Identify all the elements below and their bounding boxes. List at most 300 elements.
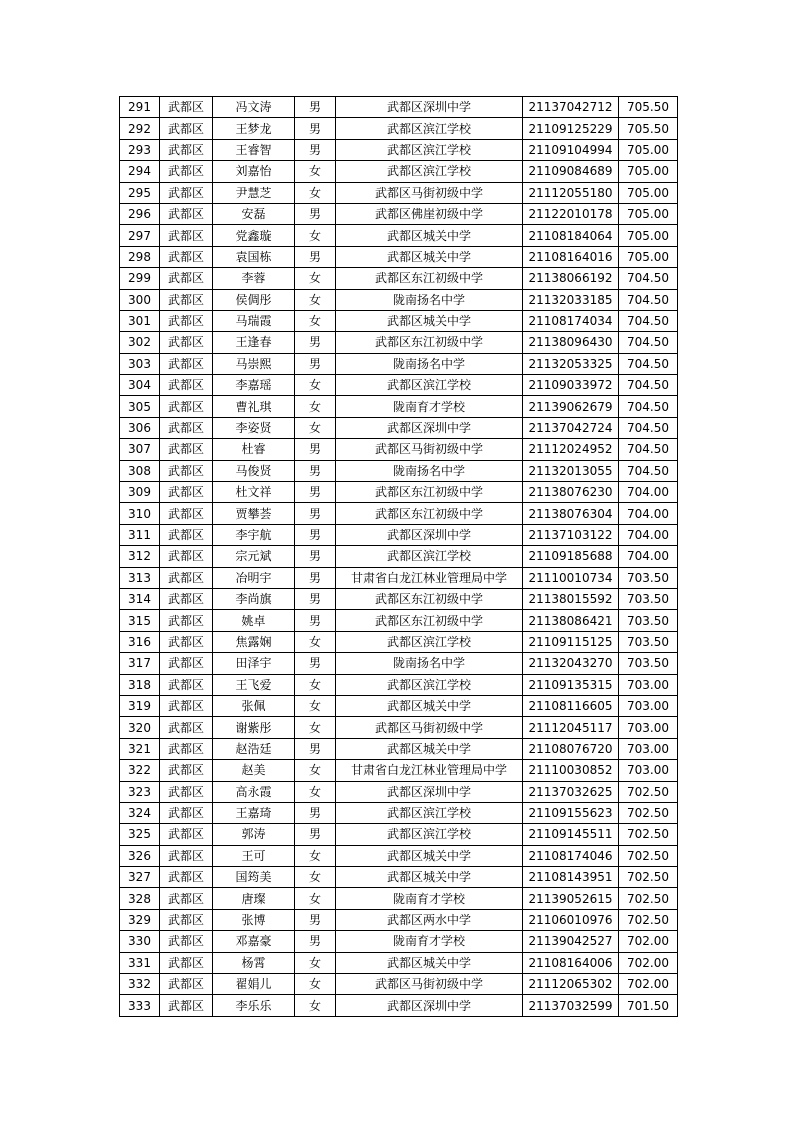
score-cell: 702.50: [619, 824, 678, 845]
name-cell: 王梦龙: [213, 118, 295, 139]
table-row: [120, 203, 678, 224]
table-row: [120, 909, 678, 930]
name-cell: 杨霄: [213, 952, 295, 973]
table-row: [120, 332, 678, 353]
score-cell: 704.00: [619, 503, 678, 524]
school-cell: 武都区佛崖初级中学: [336, 203, 523, 224]
rank-cell: 302: [120, 332, 160, 353]
district-cell: 武都区: [160, 952, 213, 973]
school-cell: 陇南扬名中学: [336, 653, 523, 674]
school-cell: 武都区深圳中学: [336, 417, 523, 438]
gender-cell: 男: [295, 332, 336, 353]
gender-cell: 男: [295, 118, 336, 139]
gender-cell: 男: [295, 738, 336, 759]
rank-cell: 333: [120, 995, 160, 1016]
table-row: [120, 674, 678, 695]
district-cell: 武都区: [160, 995, 213, 1016]
gender-cell: 女: [295, 631, 336, 652]
school-cell: 武都区滨江学校: [336, 546, 523, 567]
score-cell: 703.50: [619, 567, 678, 588]
table-row: [120, 396, 678, 417]
rank-cell: 313: [120, 567, 160, 588]
exam-id-cell: 21112065302: [523, 974, 619, 995]
school-cell: 陇南育才学校: [336, 396, 523, 417]
score-cell: 703.50: [619, 653, 678, 674]
table-row: [120, 653, 678, 674]
table-row: [120, 974, 678, 995]
score-cell: 705.00: [619, 203, 678, 224]
school-cell: 武都区城关中学: [336, 845, 523, 866]
rank-cell: 331: [120, 952, 160, 973]
table-body: [120, 97, 678, 1017]
name-cell: 冶明宇: [213, 567, 295, 588]
exam-id-cell: 21108076720: [523, 738, 619, 759]
exam-id-cell: 21137042712: [523, 97, 619, 118]
name-cell: 袁国栋: [213, 246, 295, 267]
score-cell: 702.50: [619, 888, 678, 909]
table-row: [120, 695, 678, 716]
table-row: [120, 310, 678, 331]
exam-id-cell: 21138015592: [523, 588, 619, 609]
exam-id-cell: 21137042724: [523, 417, 619, 438]
school-cell: 武都区东江初级中学: [336, 268, 523, 289]
gender-cell: 女: [295, 396, 336, 417]
score-cell: 704.50: [619, 439, 678, 460]
exam-id-cell: 21109084689: [523, 161, 619, 182]
school-cell: 武都区城关中学: [336, 738, 523, 759]
name-cell: 郭涛: [213, 824, 295, 845]
score-cell: 702.00: [619, 952, 678, 973]
score-cell: 705.00: [619, 161, 678, 182]
score-cell: 704.50: [619, 417, 678, 438]
score-cell: 705.00: [619, 225, 678, 246]
exam-id-cell: 21109115125: [523, 631, 619, 652]
rank-cell: 304: [120, 375, 160, 396]
district-cell: 武都区: [160, 738, 213, 759]
gender-cell: 男: [295, 824, 336, 845]
rank-cell: 321: [120, 738, 160, 759]
score-cell: 702.00: [619, 974, 678, 995]
name-cell: 李蓉: [213, 268, 295, 289]
rank-cell: 311: [120, 524, 160, 545]
school-cell: 武都区滨江学校: [336, 802, 523, 823]
table-row: [120, 781, 678, 802]
table-row: [120, 460, 678, 481]
rank-cell: 317: [120, 653, 160, 674]
table-row: [120, 610, 678, 631]
district-cell: 武都区: [160, 695, 213, 716]
name-cell: 焦露娴: [213, 631, 295, 652]
school-cell: 武都区城关中学: [336, 310, 523, 331]
name-cell: 侯倜彤: [213, 289, 295, 310]
name-cell: 王嘉琦: [213, 802, 295, 823]
school-cell: 武都区马街初级中学: [336, 717, 523, 738]
rank-cell: 322: [120, 760, 160, 781]
gender-cell: 女: [295, 225, 336, 246]
school-cell: 武都区城关中学: [336, 952, 523, 973]
exam-id-cell: 21137103122: [523, 524, 619, 545]
gender-cell: 男: [295, 439, 336, 460]
gender-cell: 男: [295, 353, 336, 374]
exam-id-cell: 21112024952: [523, 439, 619, 460]
district-cell: 武都区: [160, 503, 213, 524]
exam-id-cell: 21110010734: [523, 567, 619, 588]
name-cell: 杜睿: [213, 439, 295, 460]
district-cell: 武都区: [160, 567, 213, 588]
school-cell: 武都区东江初级中学: [336, 610, 523, 631]
rank-cell: 325: [120, 824, 160, 845]
exam-id-cell: 21108143951: [523, 867, 619, 888]
gender-cell: 女: [295, 781, 336, 802]
district-cell: 武都区: [160, 717, 213, 738]
rank-cell: 307: [120, 439, 160, 460]
district-cell: 武都区: [160, 375, 213, 396]
exam-id-cell: 21109135315: [523, 674, 619, 695]
gender-cell: 男: [295, 610, 336, 631]
gender-cell: 女: [295, 888, 336, 909]
rank-cell: 328: [120, 888, 160, 909]
score-cell: 703.00: [619, 674, 678, 695]
gender-cell: 男: [295, 802, 336, 823]
exam-id-cell: 21109125229: [523, 118, 619, 139]
district-cell: 武都区: [160, 781, 213, 802]
district-cell: 武都区: [160, 909, 213, 930]
name-cell: 李乐乐: [213, 995, 295, 1016]
score-cell: 703.00: [619, 738, 678, 759]
school-cell: 武都区深圳中学: [336, 995, 523, 1016]
school-cell: 武都区马街初级中学: [336, 974, 523, 995]
table-row: [120, 482, 678, 503]
table-row: [120, 375, 678, 396]
table-row: [120, 139, 678, 160]
school-cell: 武都区深圳中学: [336, 524, 523, 545]
exam-id-cell: 21132043270: [523, 653, 619, 674]
exam-id-cell: 21139062679: [523, 396, 619, 417]
rank-cell: 309: [120, 482, 160, 503]
rank-cell: 324: [120, 802, 160, 823]
gender-cell: 女: [295, 974, 336, 995]
table-row: [120, 503, 678, 524]
gender-cell: 男: [295, 567, 336, 588]
gender-cell: 女: [295, 674, 336, 695]
name-cell: 唐璨: [213, 888, 295, 909]
district-cell: 武都区: [160, 310, 213, 331]
rank-cell: 293: [120, 139, 160, 160]
name-cell: 宗元斌: [213, 546, 295, 567]
exam-id-cell: 21108174034: [523, 310, 619, 331]
table-row: [120, 225, 678, 246]
district-cell: 武都区: [160, 482, 213, 503]
rank-cell: 297: [120, 225, 160, 246]
name-cell: 马崇熙: [213, 353, 295, 374]
district-cell: 武都区: [160, 546, 213, 567]
exam-id-cell: 21137032625: [523, 781, 619, 802]
gender-cell: 女: [295, 182, 336, 203]
table-row: [120, 546, 678, 567]
school-cell: 武都区城关中学: [336, 246, 523, 267]
rank-cell: 295: [120, 182, 160, 203]
rank-cell: 320: [120, 717, 160, 738]
rank-cell: 330: [120, 931, 160, 952]
name-cell: 冯文涛: [213, 97, 295, 118]
school-cell: 武都区滨江学校: [336, 375, 523, 396]
table-row: [120, 524, 678, 545]
table-row: [120, 97, 678, 118]
table-row: [120, 439, 678, 460]
score-cell: 703.50: [619, 610, 678, 631]
district-cell: 武都区: [160, 888, 213, 909]
rank-cell: 315: [120, 610, 160, 631]
school-cell: 武都区马街初级中学: [336, 182, 523, 203]
rank-cell: 299: [120, 268, 160, 289]
name-cell: 邓嘉豪: [213, 931, 295, 952]
score-cell: 704.00: [619, 546, 678, 567]
district-cell: 武都区: [160, 588, 213, 609]
score-cell: 703.00: [619, 695, 678, 716]
school-cell: 武都区东江初级中学: [336, 588, 523, 609]
gender-cell: 女: [295, 289, 336, 310]
table-row: [120, 867, 678, 888]
district-cell: 武都区: [160, 353, 213, 374]
score-table: [119, 96, 678, 1017]
school-cell: 甘肃省白龙江林业管理局中学: [336, 760, 523, 781]
exam-id-cell: 21108164016: [523, 246, 619, 267]
score-cell: 704.50: [619, 332, 678, 353]
name-cell: 谢紫彤: [213, 717, 295, 738]
district-cell: 武都区: [160, 203, 213, 224]
school-cell: 武都区滨江学校: [336, 674, 523, 695]
score-cell: 702.50: [619, 845, 678, 866]
school-cell: 陇南扬名中学: [336, 353, 523, 374]
gender-cell: 男: [295, 588, 336, 609]
gender-cell: 女: [295, 310, 336, 331]
district-cell: 武都区: [160, 674, 213, 695]
district-cell: 武都区: [160, 931, 213, 952]
gender-cell: 男: [295, 503, 336, 524]
school-cell: 武都区马街初级中学: [336, 439, 523, 460]
table-row: [120, 289, 678, 310]
table-row: [120, 802, 678, 823]
table-row: [120, 182, 678, 203]
school-cell: 武都区深圳中学: [336, 781, 523, 802]
rank-cell: 292: [120, 118, 160, 139]
exam-id-cell: 21108116605: [523, 695, 619, 716]
table-row: [120, 888, 678, 909]
name-cell: 翟娟儿: [213, 974, 295, 995]
name-cell: 王睿智: [213, 139, 295, 160]
district-cell: 武都区: [160, 974, 213, 995]
gender-cell: 女: [295, 695, 336, 716]
rank-cell: 300: [120, 289, 160, 310]
name-cell: 党鑫璇: [213, 225, 295, 246]
exam-id-cell: 21139042527: [523, 931, 619, 952]
score-cell: 704.50: [619, 268, 678, 289]
table-row: [120, 931, 678, 952]
rank-cell: 306: [120, 417, 160, 438]
gender-cell: 男: [295, 482, 336, 503]
score-cell: 703.00: [619, 760, 678, 781]
exam-id-cell: 21138086421: [523, 610, 619, 631]
gender-cell: 男: [295, 203, 336, 224]
school-cell: 甘肃省白龙江林业管理局中学: [336, 567, 523, 588]
rank-cell: 319: [120, 695, 160, 716]
table-row: [120, 995, 678, 1016]
school-cell: 武都区滨江学校: [336, 161, 523, 182]
school-cell: 陇南育才学校: [336, 931, 523, 952]
name-cell: 张佩: [213, 695, 295, 716]
exam-id-cell: 21108164006: [523, 952, 619, 973]
exam-id-cell: 21138076304: [523, 503, 619, 524]
score-cell: 705.50: [619, 97, 678, 118]
name-cell: 李姿贤: [213, 417, 295, 438]
score-cell: 702.50: [619, 909, 678, 930]
exam-id-cell: 21112055180: [523, 182, 619, 203]
name-cell: 尹慧芝: [213, 182, 295, 203]
name-cell: 田泽宇: [213, 653, 295, 674]
district-cell: 武都区: [160, 460, 213, 481]
score-cell: 703.50: [619, 631, 678, 652]
gender-cell: 女: [295, 417, 336, 438]
name-cell: 李宇航: [213, 524, 295, 545]
district-cell: 武都区: [160, 246, 213, 267]
score-cell: 702.50: [619, 781, 678, 802]
exam-id-cell: 21137032599: [523, 995, 619, 1016]
score-cell: 704.00: [619, 524, 678, 545]
table-row: [120, 567, 678, 588]
name-cell: 王逢春: [213, 332, 295, 353]
score-cell: 704.50: [619, 310, 678, 331]
table-row: [120, 760, 678, 781]
district-cell: 武都区: [160, 396, 213, 417]
table-row: [120, 246, 678, 267]
name-cell: 马俊贤: [213, 460, 295, 481]
exam-id-cell: 21109033972: [523, 375, 619, 396]
name-cell: 王飞爱: [213, 674, 295, 695]
district-cell: 武都区: [160, 289, 213, 310]
district-cell: 武都区: [160, 182, 213, 203]
school-cell: 陇南育才学校: [336, 888, 523, 909]
name-cell: 贾攀荟: [213, 503, 295, 524]
gender-cell: 女: [295, 717, 336, 738]
table-row: [120, 161, 678, 182]
score-cell: 705.50: [619, 118, 678, 139]
score-cell: 705.00: [619, 182, 678, 203]
rank-cell: 298: [120, 246, 160, 267]
gender-cell: 女: [295, 995, 336, 1016]
score-cell: 705.00: [619, 246, 678, 267]
rank-cell: 312: [120, 546, 160, 567]
rank-cell: 310: [120, 503, 160, 524]
gender-cell: 男: [295, 139, 336, 160]
table-row: [120, 952, 678, 973]
score-cell: 704.50: [619, 289, 678, 310]
district-cell: 武都区: [160, 610, 213, 631]
school-cell: 武都区东江初级中学: [336, 503, 523, 524]
gender-cell: 女: [295, 375, 336, 396]
name-cell: 王可: [213, 845, 295, 866]
district-cell: 武都区: [160, 524, 213, 545]
district-cell: 武都区: [160, 97, 213, 118]
gender-cell: 女: [295, 845, 336, 866]
rank-cell: 294: [120, 161, 160, 182]
school-cell: 武都区滨江学校: [336, 118, 523, 139]
school-cell: 武都区两水中学: [336, 909, 523, 930]
exam-id-cell: 21132053325: [523, 353, 619, 374]
district-cell: 武都区: [160, 631, 213, 652]
gender-cell: 女: [295, 867, 336, 888]
exam-id-cell: 21122010178: [523, 203, 619, 224]
gender-cell: 女: [295, 952, 336, 973]
score-cell: 705.00: [619, 139, 678, 160]
exam-id-cell: 21109104994: [523, 139, 619, 160]
score-cell: 704.50: [619, 353, 678, 374]
name-cell: 姚卓: [213, 610, 295, 631]
table-row: [120, 417, 678, 438]
table-row: [120, 588, 678, 609]
score-cell: 704.50: [619, 375, 678, 396]
name-cell: 马瑞霞: [213, 310, 295, 331]
name-cell: 赵美: [213, 760, 295, 781]
score-cell: 701.50: [619, 995, 678, 1016]
rank-cell: 318: [120, 674, 160, 695]
name-cell: 高永霞: [213, 781, 295, 802]
rank-cell: 291: [120, 97, 160, 118]
gender-cell: 女: [295, 161, 336, 182]
table-row: [120, 845, 678, 866]
name-cell: 刘嘉怡: [213, 161, 295, 182]
rank-cell: 332: [120, 974, 160, 995]
name-cell: 李尚旗: [213, 588, 295, 609]
score-cell: 703.50: [619, 588, 678, 609]
gender-cell: 男: [295, 931, 336, 952]
table-row: [120, 631, 678, 652]
name-cell: 李嘉瑶: [213, 375, 295, 396]
exam-id-cell: 21132033185: [523, 289, 619, 310]
name-cell: 曹礼琪: [213, 396, 295, 417]
school-cell: 武都区东江初级中学: [336, 332, 523, 353]
name-cell: 赵浩廷: [213, 738, 295, 759]
school-cell: 武都区城关中学: [336, 225, 523, 246]
gender-cell: 女: [295, 760, 336, 781]
score-cell: 704.00: [619, 482, 678, 503]
exam-id-cell: 21109185688: [523, 546, 619, 567]
gender-cell: 男: [295, 246, 336, 267]
school-cell: 武都区滨江学校: [336, 824, 523, 845]
school-cell: 陇南扬名中学: [336, 460, 523, 481]
exam-id-cell: 21139052615: [523, 888, 619, 909]
rank-cell: 308: [120, 460, 160, 481]
district-cell: 武都区: [160, 225, 213, 246]
exam-id-cell: 21138076230: [523, 482, 619, 503]
district-cell: 武都区: [160, 161, 213, 182]
rank-cell: 329: [120, 909, 160, 930]
rank-cell: 301: [120, 310, 160, 331]
district-cell: 武都区: [160, 118, 213, 139]
exam-id-cell: 21108174046: [523, 845, 619, 866]
exam-id-cell: 21138066192: [523, 268, 619, 289]
exam-id-cell: 21106010976: [523, 909, 619, 930]
gender-cell: 男: [295, 909, 336, 930]
district-cell: 武都区: [160, 845, 213, 866]
school-cell: 武都区城关中学: [336, 695, 523, 716]
district-cell: 武都区: [160, 802, 213, 823]
score-cell: 702.00: [619, 931, 678, 952]
exam-id-cell: 21112045117: [523, 717, 619, 738]
gender-cell: 男: [295, 460, 336, 481]
exam-id-cell: 21138096430: [523, 332, 619, 353]
school-cell: 武都区东江初级中学: [336, 482, 523, 503]
district-cell: 武都区: [160, 332, 213, 353]
